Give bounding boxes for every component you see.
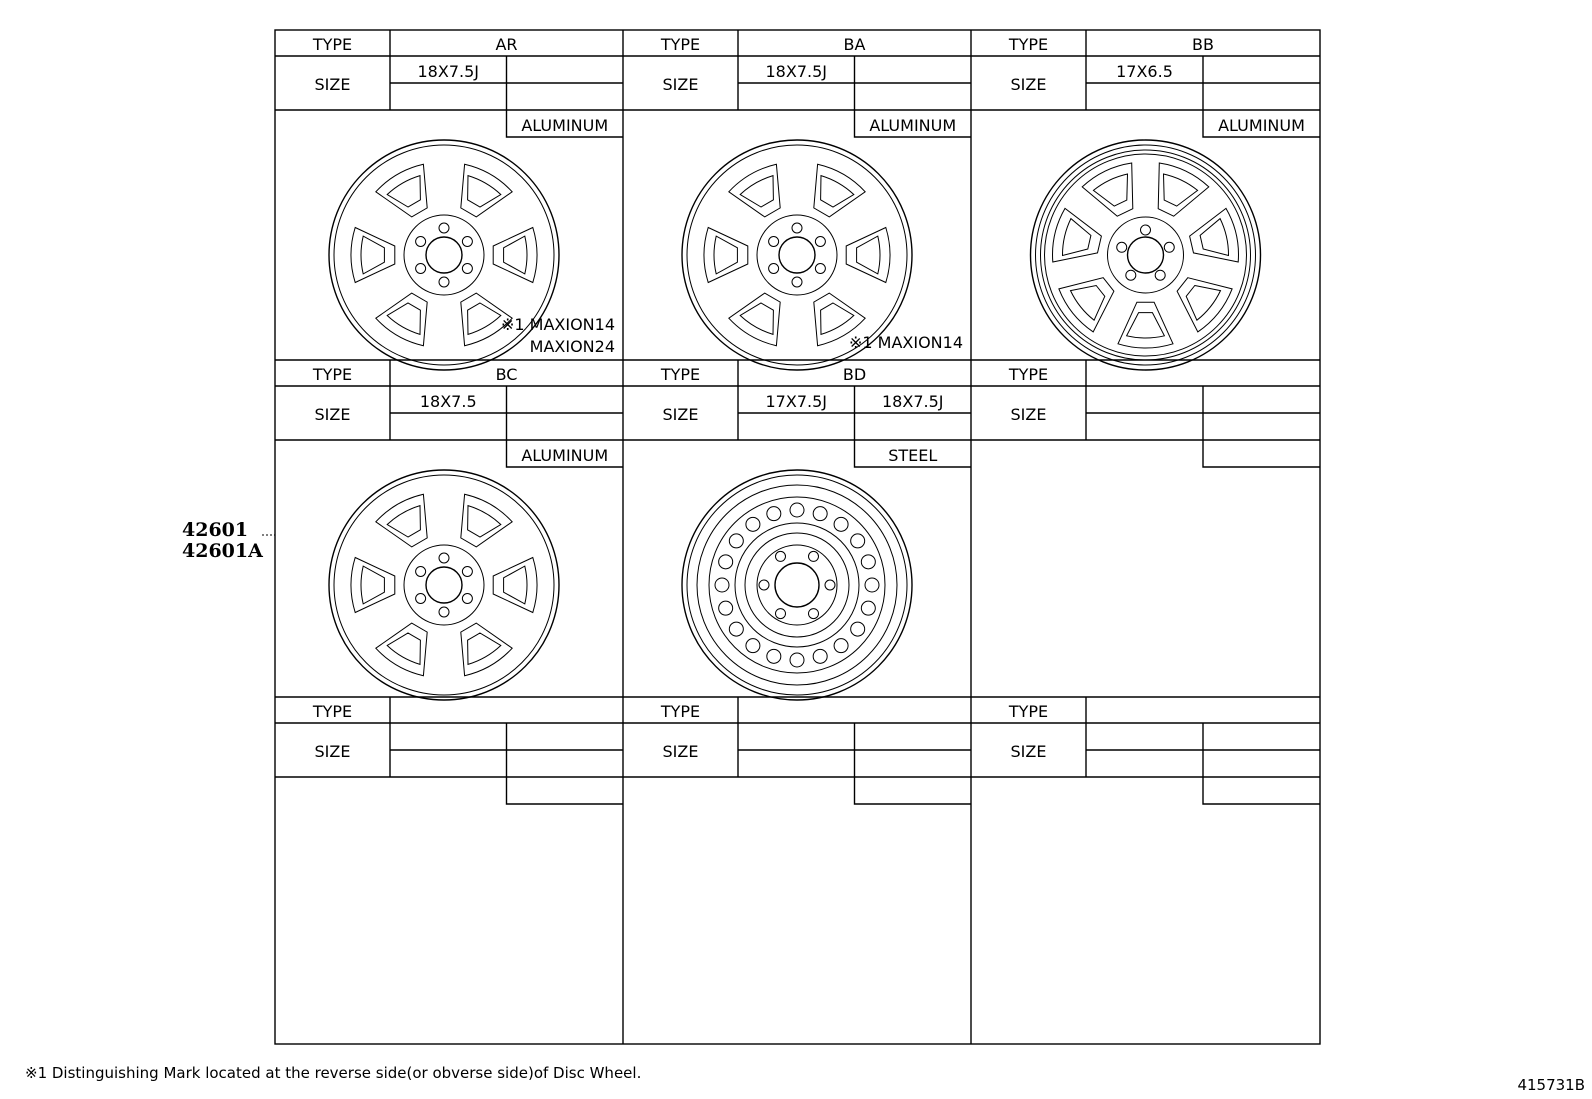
size-value-1: 18X7.5J	[417, 62, 479, 81]
material-label: ALUMINUM	[521, 116, 609, 135]
type-code: BC	[495, 365, 518, 384]
wheel-bd-icon	[682, 470, 912, 700]
type-label: TYPE	[660, 702, 701, 721]
material-label: ALUMINUM	[1218, 116, 1305, 135]
wheel-bb-icon	[1031, 140, 1261, 370]
type-label: TYPE	[312, 35, 353, 54]
size-label: SIZE	[314, 405, 351, 424]
footnote: ※1 Distinguishing Mark located at the reverse side(or obverse side)of Disc Wheel.	[25, 1064, 642, 1082]
size-label: SIZE	[662, 742, 699, 761]
wheel-cell-ar[interactable]	[275, 30, 623, 370]
size-value-1: 18X7.5J	[765, 62, 827, 81]
wheel-cell-empty-8[interactable]	[971, 697, 1320, 804]
distinguishing-mark-note: ※1 MAXION14	[500, 315, 615, 334]
size-value-1: 17X6.5	[1116, 62, 1173, 81]
material-label: ALUMINUM	[521, 446, 609, 465]
distinguishing-mark-note: MAXION24	[529, 337, 615, 356]
type-code: BB	[1192, 35, 1214, 54]
type-label: TYPE	[1008, 702, 1049, 721]
size-value-1: 18X7.5	[419, 392, 477, 411]
size-value-1: 17X7.5J	[765, 392, 827, 411]
type-label: TYPE	[660, 365, 701, 384]
wheel-cell-empty-7[interactable]	[623, 697, 971, 804]
size-label: SIZE	[662, 405, 699, 424]
figure-id: 415731B	[1517, 1076, 1585, 1094]
wheel-cell-empty-6[interactable]	[275, 697, 623, 804]
material-label: ALUMINUM	[869, 116, 957, 135]
wheel-cell-bb[interactable]	[971, 30, 1320, 370]
material-label: STEEL	[888, 446, 938, 465]
part-number-1[interactable]: 42601	[182, 519, 249, 541]
part-number-2[interactable]: 42601A	[182, 540, 263, 562]
type-code: BA	[843, 35, 866, 54]
type-label: TYPE	[1008, 35, 1049, 54]
size-label: SIZE	[1010, 742, 1047, 761]
wheel-cell-bd[interactable]	[623, 360, 971, 700]
type-label: TYPE	[312, 702, 353, 721]
size-label: SIZE	[314, 75, 351, 94]
wheel-cell-ba[interactable]	[623, 30, 971, 370]
distinguishing-mark-note: ※1 MAXION14	[848, 333, 963, 352]
wheel-ar-icon	[329, 140, 559, 370]
size-label: SIZE	[1010, 405, 1047, 424]
wheel-cell-bc[interactable]	[275, 360, 623, 700]
wheel-cell-empty-5[interactable]	[971, 360, 1320, 467]
type-label: TYPE	[660, 35, 701, 54]
parts-cells	[275, 30, 1320, 804]
type-code: AR	[495, 35, 518, 54]
size-label: SIZE	[1010, 75, 1047, 94]
wheel-bc-icon	[329, 470, 559, 700]
size-label: SIZE	[314, 742, 351, 761]
type-label: TYPE	[312, 365, 353, 384]
type-code: BD	[842, 365, 867, 384]
size-label: SIZE	[662, 75, 699, 94]
size-value-2: 18X7.5J	[882, 392, 944, 411]
type-label: TYPE	[1008, 365, 1049, 384]
